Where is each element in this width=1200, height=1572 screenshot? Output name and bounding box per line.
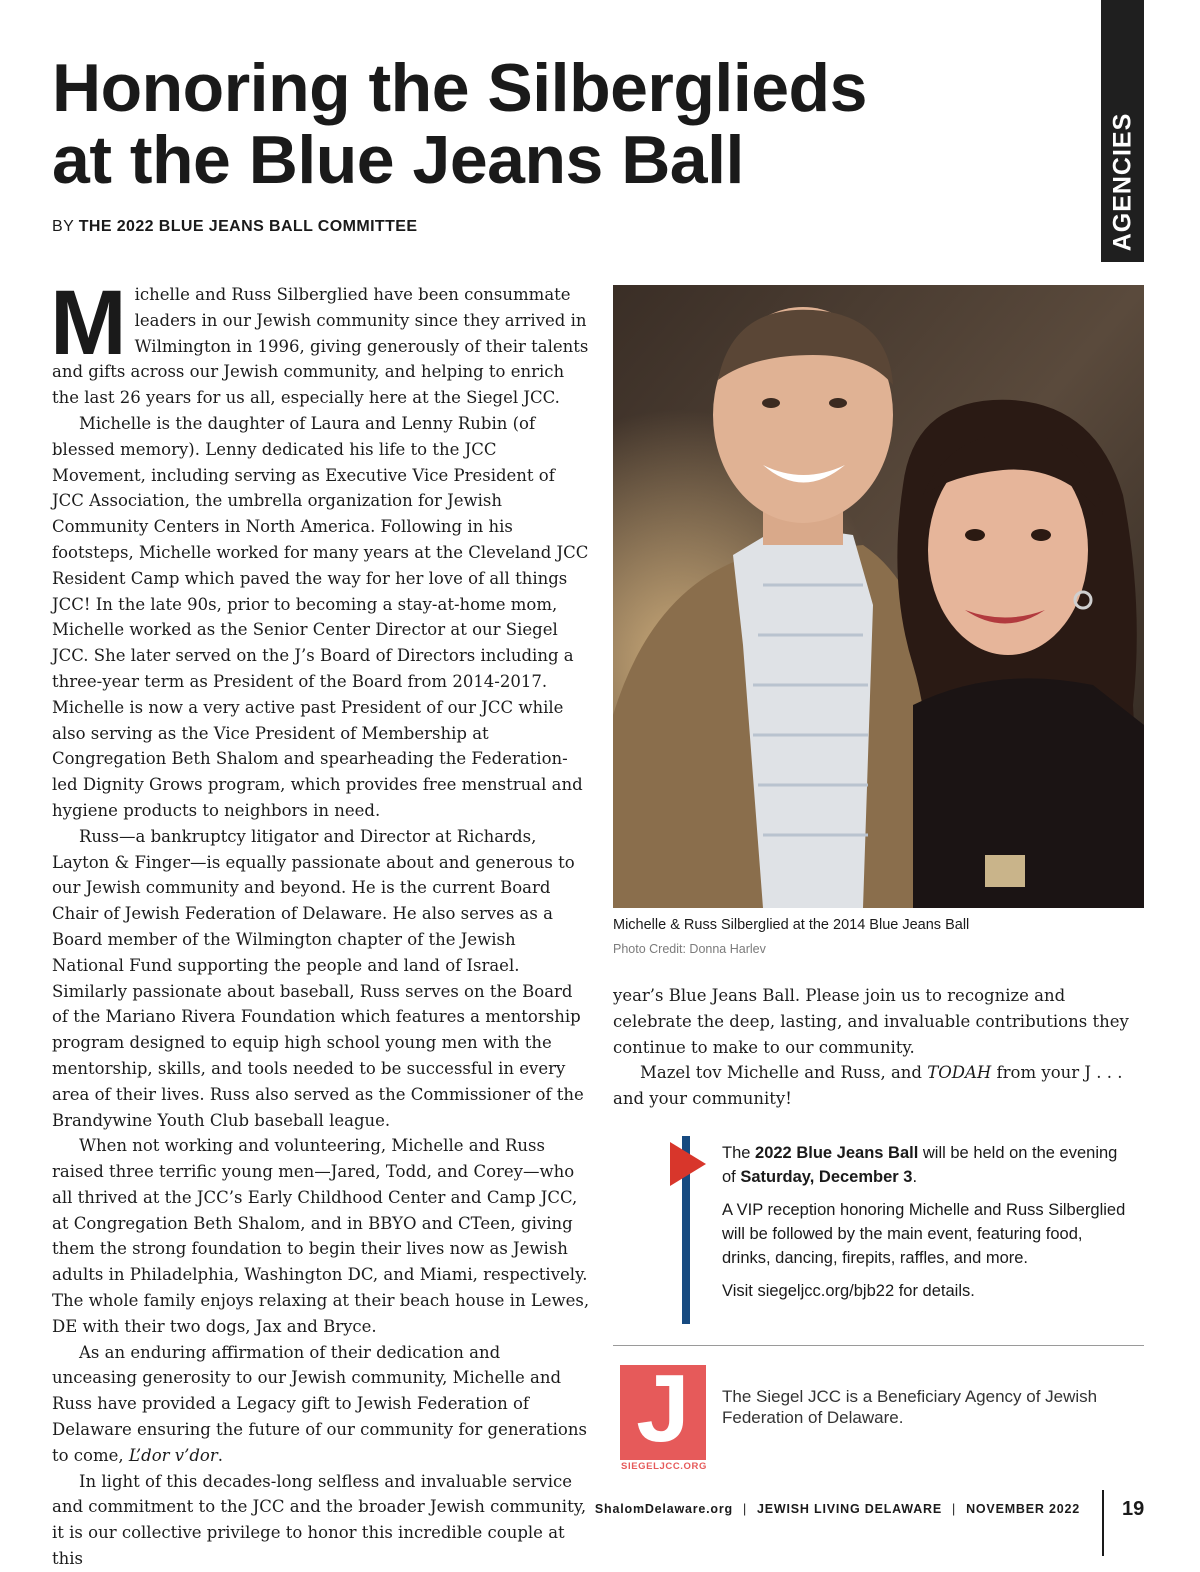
footer-rule bbox=[1102, 1490, 1104, 1556]
event-date: Saturday, December 3 bbox=[740, 1168, 913, 1186]
section-divider bbox=[613, 1345, 1144, 1346]
event-name: 2022 Blue Jeans Ball bbox=[755, 1144, 919, 1162]
article-paragraph-5 bbox=[52, 1340, 590, 1469]
page-footer bbox=[595, 1502, 1080, 1516]
event-text-e: . bbox=[912, 1168, 918, 1186]
section-tab bbox=[1101, 0, 1144, 262]
logo-url: SIEGELJCC.ORG bbox=[621, 1461, 707, 1472]
article-paragraph-2: Michelle is the daughter of Laura and Lenny Rubin (of blessed memory). Lenny dedicated his life to the JCC Movement, including serving as Executive Vice President of JCC Association, the umbrella organization for Jewish Community Centers in North America. Following in his footsteps, Michelle worked for many years at the Cleveland JCC Resident Camp which paved the way for her love of all things JCC! In the late 90s, prior to becoming a stay-at-home mom, Michelle worked as the Senior Center Director at our Siegel JCC. She later served on the J’s Board of Directors including a three-year term as President of the Board from 2014-2017. Michelle is now a very active past President of our JCC while also serving as the Vice President of Membership at Congregation Beth Shalom and spearheading the Federation-led Dignity Grows program, which provides free menstrual and hygiene products to neighbors in need. bbox=[52, 413, 589, 820]
paragraph-1-text: ichelle and Russ Silberglied have been consummate leaders in our Jewish community since they arrived in Wilmington in 1996, giving generously of their talents and gifts across our Jewish community, and helping to enrich the last 26 years for us all, especially here at the Siegel JCC. bbox=[52, 285, 589, 408]
event-description: A VIP reception honoring Michelle and Russ Silberglied will be followed by the main event, featuring food, drinks, dancing, firepits, raffles, and more. bbox=[722, 1201, 1126, 1267]
footer-separator-2: | bbox=[952, 1502, 957, 1516]
couple-photo-illustration bbox=[613, 285, 1144, 908]
paragraph-5-italic: L’dor v’dor bbox=[128, 1445, 218, 1465]
article-paragraph-3: Russ—a bankruptcy litigator and Director at Richards, Layton & Finger—is equally passionate about and generous to our Jewish community and beyond. He is the current Board Chair of Jewish Federation of Delaware. He also serves as a Board member of the Wilmington chapter of the Jewish National Fund supporting the people and land of Israel. Similarly passionate about baseball, Russ serves on the Board of the Mariano Rivera Foundation which features a mentorship program designed to equip high school young men with the mentorship, skills, and tools needed to be successful in every area of their lives. Russ also served as the Commissioner of the Brandywine Youth Club baseball league. bbox=[52, 826, 584, 1130]
event-callout-text bbox=[722, 1141, 1132, 1312]
footer-separator-1: | bbox=[742, 1502, 748, 1516]
event-date-line bbox=[722, 1141, 1132, 1189]
photo-credit: Photo Credit: Donna Harlev bbox=[613, 942, 766, 956]
paragraph-7-italic: TODAH bbox=[927, 1063, 992, 1083]
footer-site: ShalomDelaware.org bbox=[594, 1502, 733, 1516]
paragraph-7-end: from your J . . . and your community! bbox=[613, 1063, 1123, 1109]
photo-caption: Michelle & Russ Silberglied at the 2014 Blue Jeans Ball bbox=[613, 917, 970, 933]
section-tab-label: AGENCIES bbox=[1108, 112, 1136, 252]
article-paragraph-6-continued: year’s Blue Jeans Ball. Please join us to recognize and celebrate the deep, lasting, and invaluable contributions they continue to make to our community. bbox=[613, 986, 1129, 1057]
byline bbox=[52, 218, 417, 236]
page-title bbox=[52, 52, 1092, 196]
play-triangle-icon bbox=[670, 1142, 710, 1186]
logo-letter: J bbox=[636, 1355, 690, 1462]
article-right-column bbox=[613, 983, 1148, 1112]
siegel-jcc-logo bbox=[620, 1355, 706, 1462]
event-text-c: will be held on the evening of bbox=[722, 1144, 1118, 1186]
byline-prefix: BY bbox=[52, 218, 74, 235]
paragraph-5-end: . bbox=[217, 1445, 223, 1465]
page-number: 19 bbox=[1122, 1498, 1145, 1520]
drop-cap: M bbox=[50, 272, 127, 374]
paragraph-5-text: As an enduring affirmation of their dedication and unceasing generosity to our Jewish community, Michelle and Russ have provided a Legacy gift to Jewish Federation of Delaware ensuring the future of our community for generations to come, bbox=[52, 1342, 587, 1465]
article-paragraph-1 bbox=[50, 272, 590, 411]
event-text-a: The bbox=[722, 1144, 756, 1162]
paragraph-7-text: Mazel tov Michelle and Russ, and bbox=[640, 1063, 928, 1083]
byline-author: THE 2022 BLUE JEANS BALL COMMITTEE bbox=[78, 218, 418, 235]
article-paragraph-7 bbox=[613, 1060, 1148, 1112]
couple-photo bbox=[613, 285, 1144, 908]
headline-line-2: at the Blue Jeans Ball bbox=[52, 122, 744, 198]
footer-publication: JEWISH LIVING DELAWARE bbox=[757, 1502, 943, 1516]
article-paragraph-6: In light of this decades-long selfless and invaluable service and commitment to the JCC and the broader Jewish community, it is our collective privilege to honor this incredible couple at this bbox=[52, 1471, 587, 1569]
article-left-column bbox=[50, 272, 590, 1572]
event-details-link: Visit siegeljcc.org/bjb22 for details. bbox=[722, 1282, 975, 1300]
footer-issue: NOVEMBER 2022 bbox=[966, 1502, 1080, 1516]
headline-line-1: Honoring the Silberglieds bbox=[52, 50, 867, 126]
article-paragraph-4: When not working and volunteering, Michelle and Russ raised three terrific young men—Jared, Todd, and Corey—who all thrived at the JCC’s Early Childhood Center and Camp JCC, at Congregation Beth Shalom, and in BBYO and CTeen, giving them the strong foundation to begin their lives now as Jewish adults in Philadelphia, Washington DC, and Miami, respectively. The whole family enjoys relaxing at their beach house in Lewes, DE with their two dogs, Jax and Bryce. bbox=[52, 1136, 590, 1336]
agency-note: The Siegel JCC is a Beneficiary Agency of Jewish Federation of Delaware. bbox=[722, 1387, 1098, 1427]
